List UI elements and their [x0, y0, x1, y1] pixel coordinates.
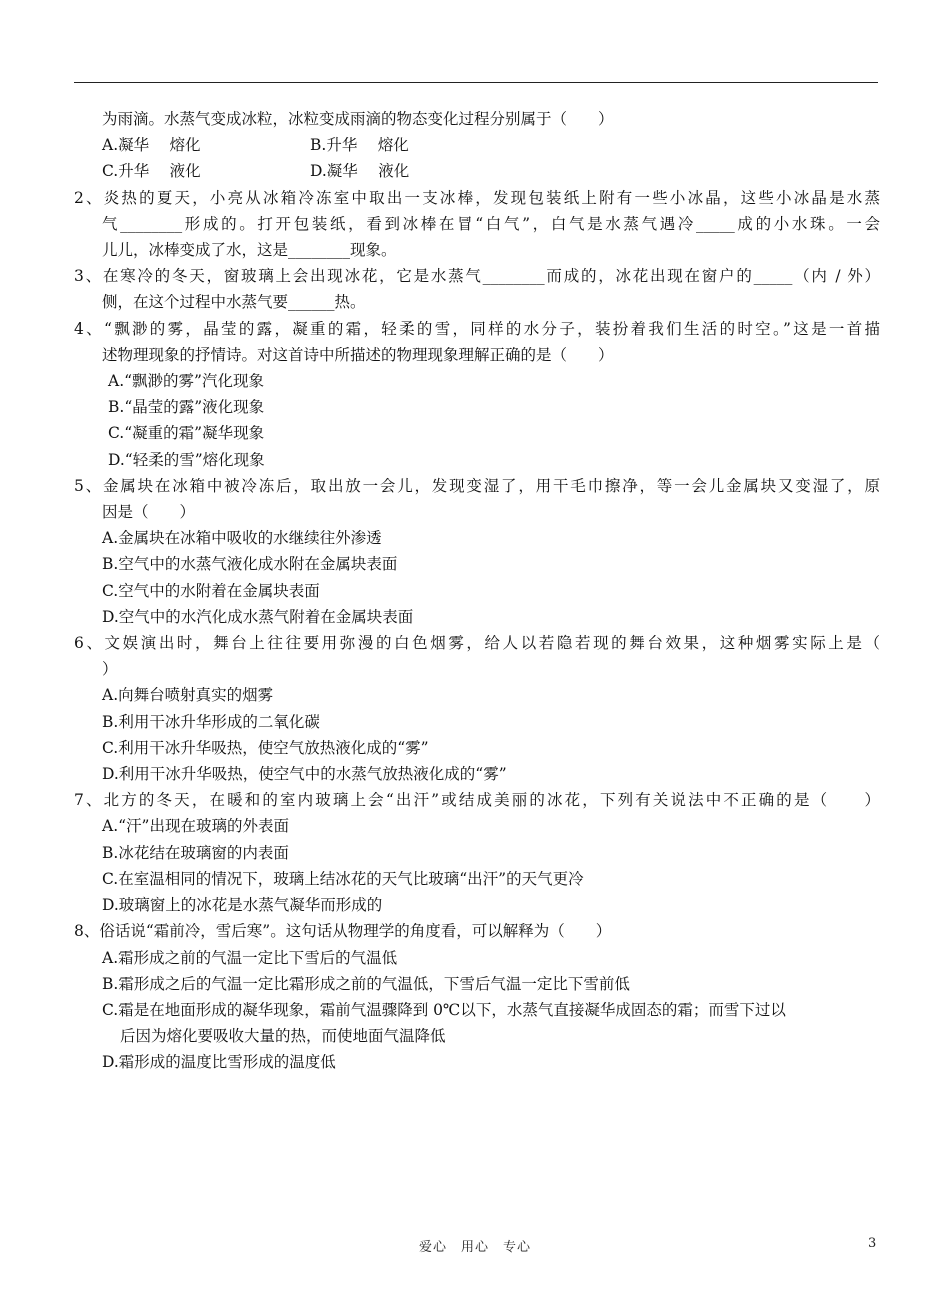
question-text: 7、北方的冬天，在暖和的室内玻璃上会“出汗”或结成美丽的冰花，下列有关说法中不正确的是（ ） [74, 791, 880, 810]
question-6 [74, 630, 880, 787]
option-c-continuation: 后因为熔化要吸收大量的热，而使地面气温降低 [120, 1027, 446, 1046]
option-d: D.利用干冰升华吸热，使空气中的水蒸气放热液化成的“雾” [102, 765, 507, 784]
option-a: A.凝华 熔化 [102, 136, 201, 155]
question-text: 2、炎热的夏天，小亮从冰箱冷冻室中取出一支冰棒，发现包装纸上附有一些小冰晶，这些小冰晶是水蒸 [74, 188, 880, 207]
option-b: B.空气中的水蒸气液化成水附在金属块表面 [102, 555, 398, 574]
option-d: D.玻璃窗上的冰花是水蒸气凝华而形成的 [102, 896, 383, 915]
question-8 [74, 918, 880, 1075]
question-text: 述物理现象的抒情诗。对这首诗中所描述的物理现象理解正确的是（ ） [102, 345, 614, 364]
question-text: 6、文娱演出时，舞台上往往要用弥漫的白色烟雾，给人以若隐若现的舞台效果，这种烟雾实际上是（ [74, 634, 880, 653]
option-a: A.向舞台喷射真实的烟雾 [102, 686, 274, 705]
option-c: C.“凝重的霜”凝华现象 [108, 424, 265, 443]
question-7 [74, 787, 880, 918]
option-d: D.“轻柔的雪”熔化现象 [108, 450, 265, 469]
option-d: D.霜形成的温度比雪形成的温度低 [102, 1053, 336, 1072]
question-text: 8、俗话说“霜前冷，雪后寒”。这句话从物理学的角度看，可以解释为（ ） [74, 922, 612, 941]
option-d: D.空气中的水汽化成水蒸气附着在金属块表面 [102, 607, 414, 626]
option-b: B.升华 熔化 [310, 136, 409, 155]
question-text: 4、“飘渺的雾，晶莹的露，凝重的霜，轻柔的雪，同样的水分子，装扮着我们生活的时空。”这是一首描 [74, 319, 880, 338]
option-b: B.利用干冰升华形成的二氧化碳 [102, 712, 320, 731]
option-b: B.“晶莹的露”液化现象 [108, 398, 265, 417]
question-text: 3、在寒冷的冬天，窗玻璃上会出现冰花，它是水蒸气________而成的，冰花出现在窗户的_____（内 / 外） [74, 267, 880, 286]
option-b: B.霜形成之后的气温一定比霜形成之前的气温低，下雪后气温一定比下雪前低 [102, 974, 630, 993]
option-a: A.“汗”出现在玻璃的外表面 [102, 817, 289, 836]
footer-motto: 爱心 用心 专心 [418, 1240, 531, 1255]
question-text: 侧，在这个过程中水蒸气要______热。 [102, 293, 366, 312]
option-a: A.霜形成之前的气温一定比下雪后的气温低 [102, 948, 398, 967]
option-a: A.金属块在冰箱中吸收的水继续往外渗透 [102, 529, 382, 548]
option-b: B.冰花结在玻璃窗的内表面 [102, 843, 289, 862]
question-text: 5、金属块在冰箱中被冷冻后，取出放一会儿，发现变湿了，用干毛巾擦净，等一会儿金属块又变湿了，原 [74, 476, 880, 495]
option-c: C.霜是在地面形成的凝华现象，霜前气温骤降到 0℃以下，水蒸气直接凝华成固态的霜；而雪下过以 [102, 1000, 786, 1019]
page-number: 3 [868, 1236, 877, 1251]
option-c: C.空气中的水附着在金属块表面 [102, 581, 320, 600]
page-content [74, 106, 880, 1076]
question-text: ） [102, 660, 118, 679]
question-3 [74, 263, 880, 315]
option-c: C.升华 液化 [102, 162, 201, 181]
option-d: D.凝华 液化 [310, 162, 410, 181]
option-row [74, 158, 880, 184]
header-rule [74, 82, 878, 83]
question-4 [74, 316, 880, 473]
question-2 [74, 185, 880, 264]
question-5 [74, 473, 880, 630]
option-a: A.“飘渺的雾”汽化现象 [108, 372, 264, 391]
option-c: C.利用干冰升华吸热，使空气放热液化成的“雾” [102, 738, 429, 757]
option-c: C.在室温相同的情况下，玻璃上结冰花的天气比玻璃“出汗”的天气更冷 [102, 869, 584, 888]
question-text: 为雨滴。水蒸气变成冰粒，冰粒变成雨滴的物态变化过程分别属于（ ） [102, 110, 614, 128]
question-text: 儿儿，冰棒变成了水，这是________现象。 [102, 241, 397, 260]
question-text: 因是（ ） [102, 503, 196, 522]
question-text: 气________形成的。打开包装纸，看到冰棒在冒“白气”，白气是水蒸气遇冷_____成的小水珠。一会 [102, 214, 880, 233]
option-row [74, 132, 880, 158]
question-1-continuation [74, 106, 880, 185]
